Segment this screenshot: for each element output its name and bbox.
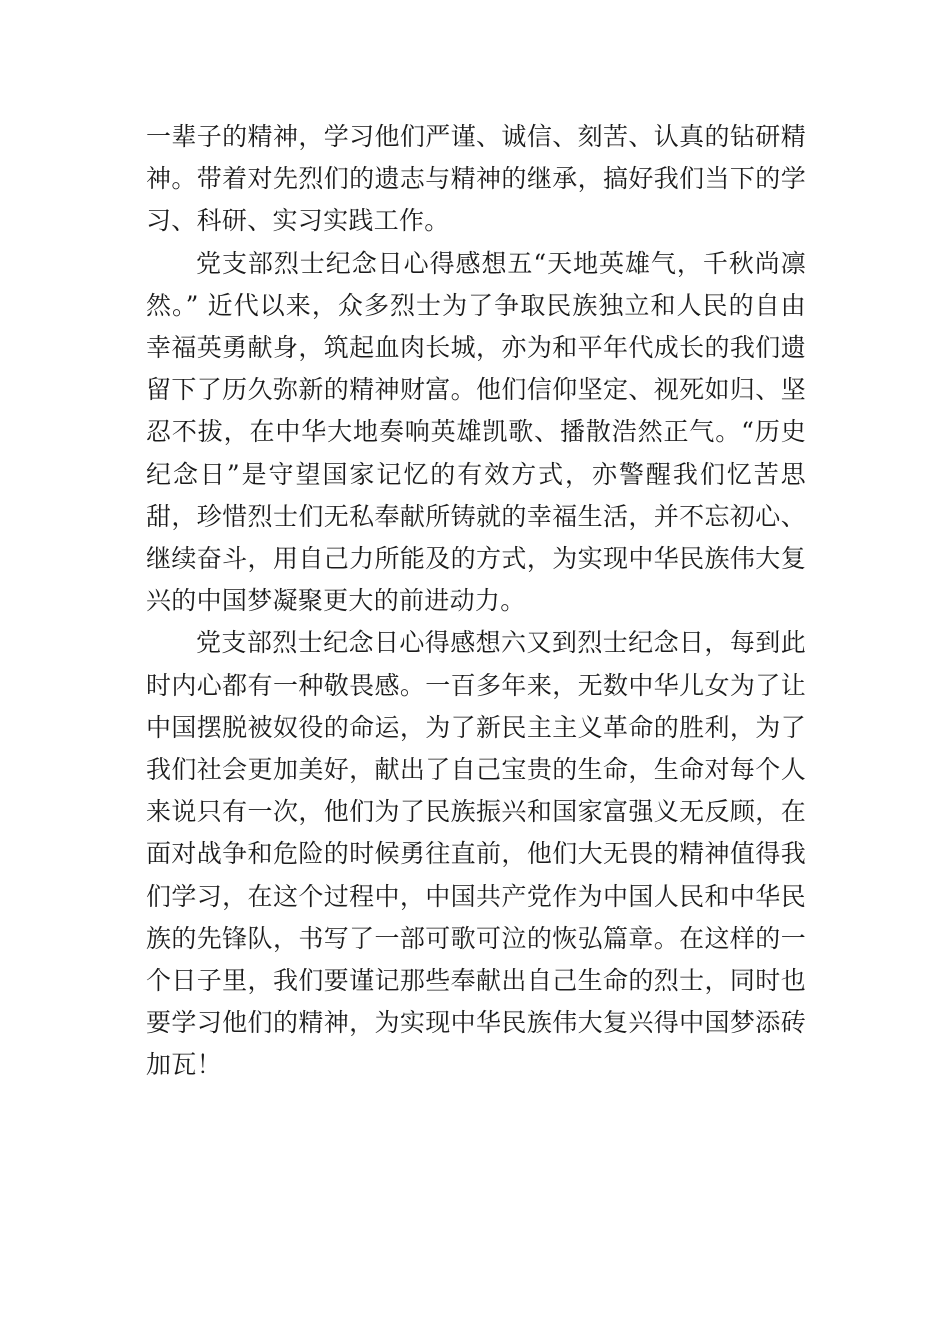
body-text [146,116,806,1087]
paragraph-reflection-five: 党支部烈士纪念日心得感想五“天地英雄气，千秋尚凛然。” 近代以来，众多烈士为了争取民族独立和人民的自由幸福英勇献身，筑起血肉长城，亦为和平年代成长的我们遗留下了历久弥新的精神财富。他们信仰坚定、视死如归、坚忍不拔，在中华大地奏响英雄凯歌、播散浩然正气。“历史纪念日”是守望国家记忆的有效方式，亦警醒我们忆苦思甜，珍惜烈士们无私奉献所铸就的幸福生活，并不忘初心、继续奋斗，用自己力所能及的方式，为实现中华民族伟大复兴的中国梦凝聚更大的前进动力。 [146,248,806,616]
paragraph-continuation: 一辈子的精神，学习他们严谨、诚信、刻苦、认真的钻研精神。带着对先烈们的遗志与精神的继承，搞好我们当下的学习、科研、实习实践工作。 [146,122,806,236]
paragraph-reflection-six: 党支部烈士纪念日心得感想六又到烈士纪念日，每到此时内心都有一种敬畏感。一百多年来，无数中华儿女为了让中国摆脱被奴役的命运，为了新民主主义革命的胜利，为了我们社会更加美好，献出了自己宝贵的生命，生命对每个人来说只有一次，他们为了民族振兴和国家富强义无反顾，在面对战争和危险的时候勇往直前，他们大无畏的精神值得我们学习，在这个过程中，中国共产党作为中国人民和中华民族的先锋队，书写了一部可歌可泣的恢弘篇章。在这样的一个日子里，我们要谨记那些奉献出自己生命的烈士，同时也要学习他们的精神，为实现中华民族伟大复兴得中国梦添砖加瓦！ [146,628,806,1080]
